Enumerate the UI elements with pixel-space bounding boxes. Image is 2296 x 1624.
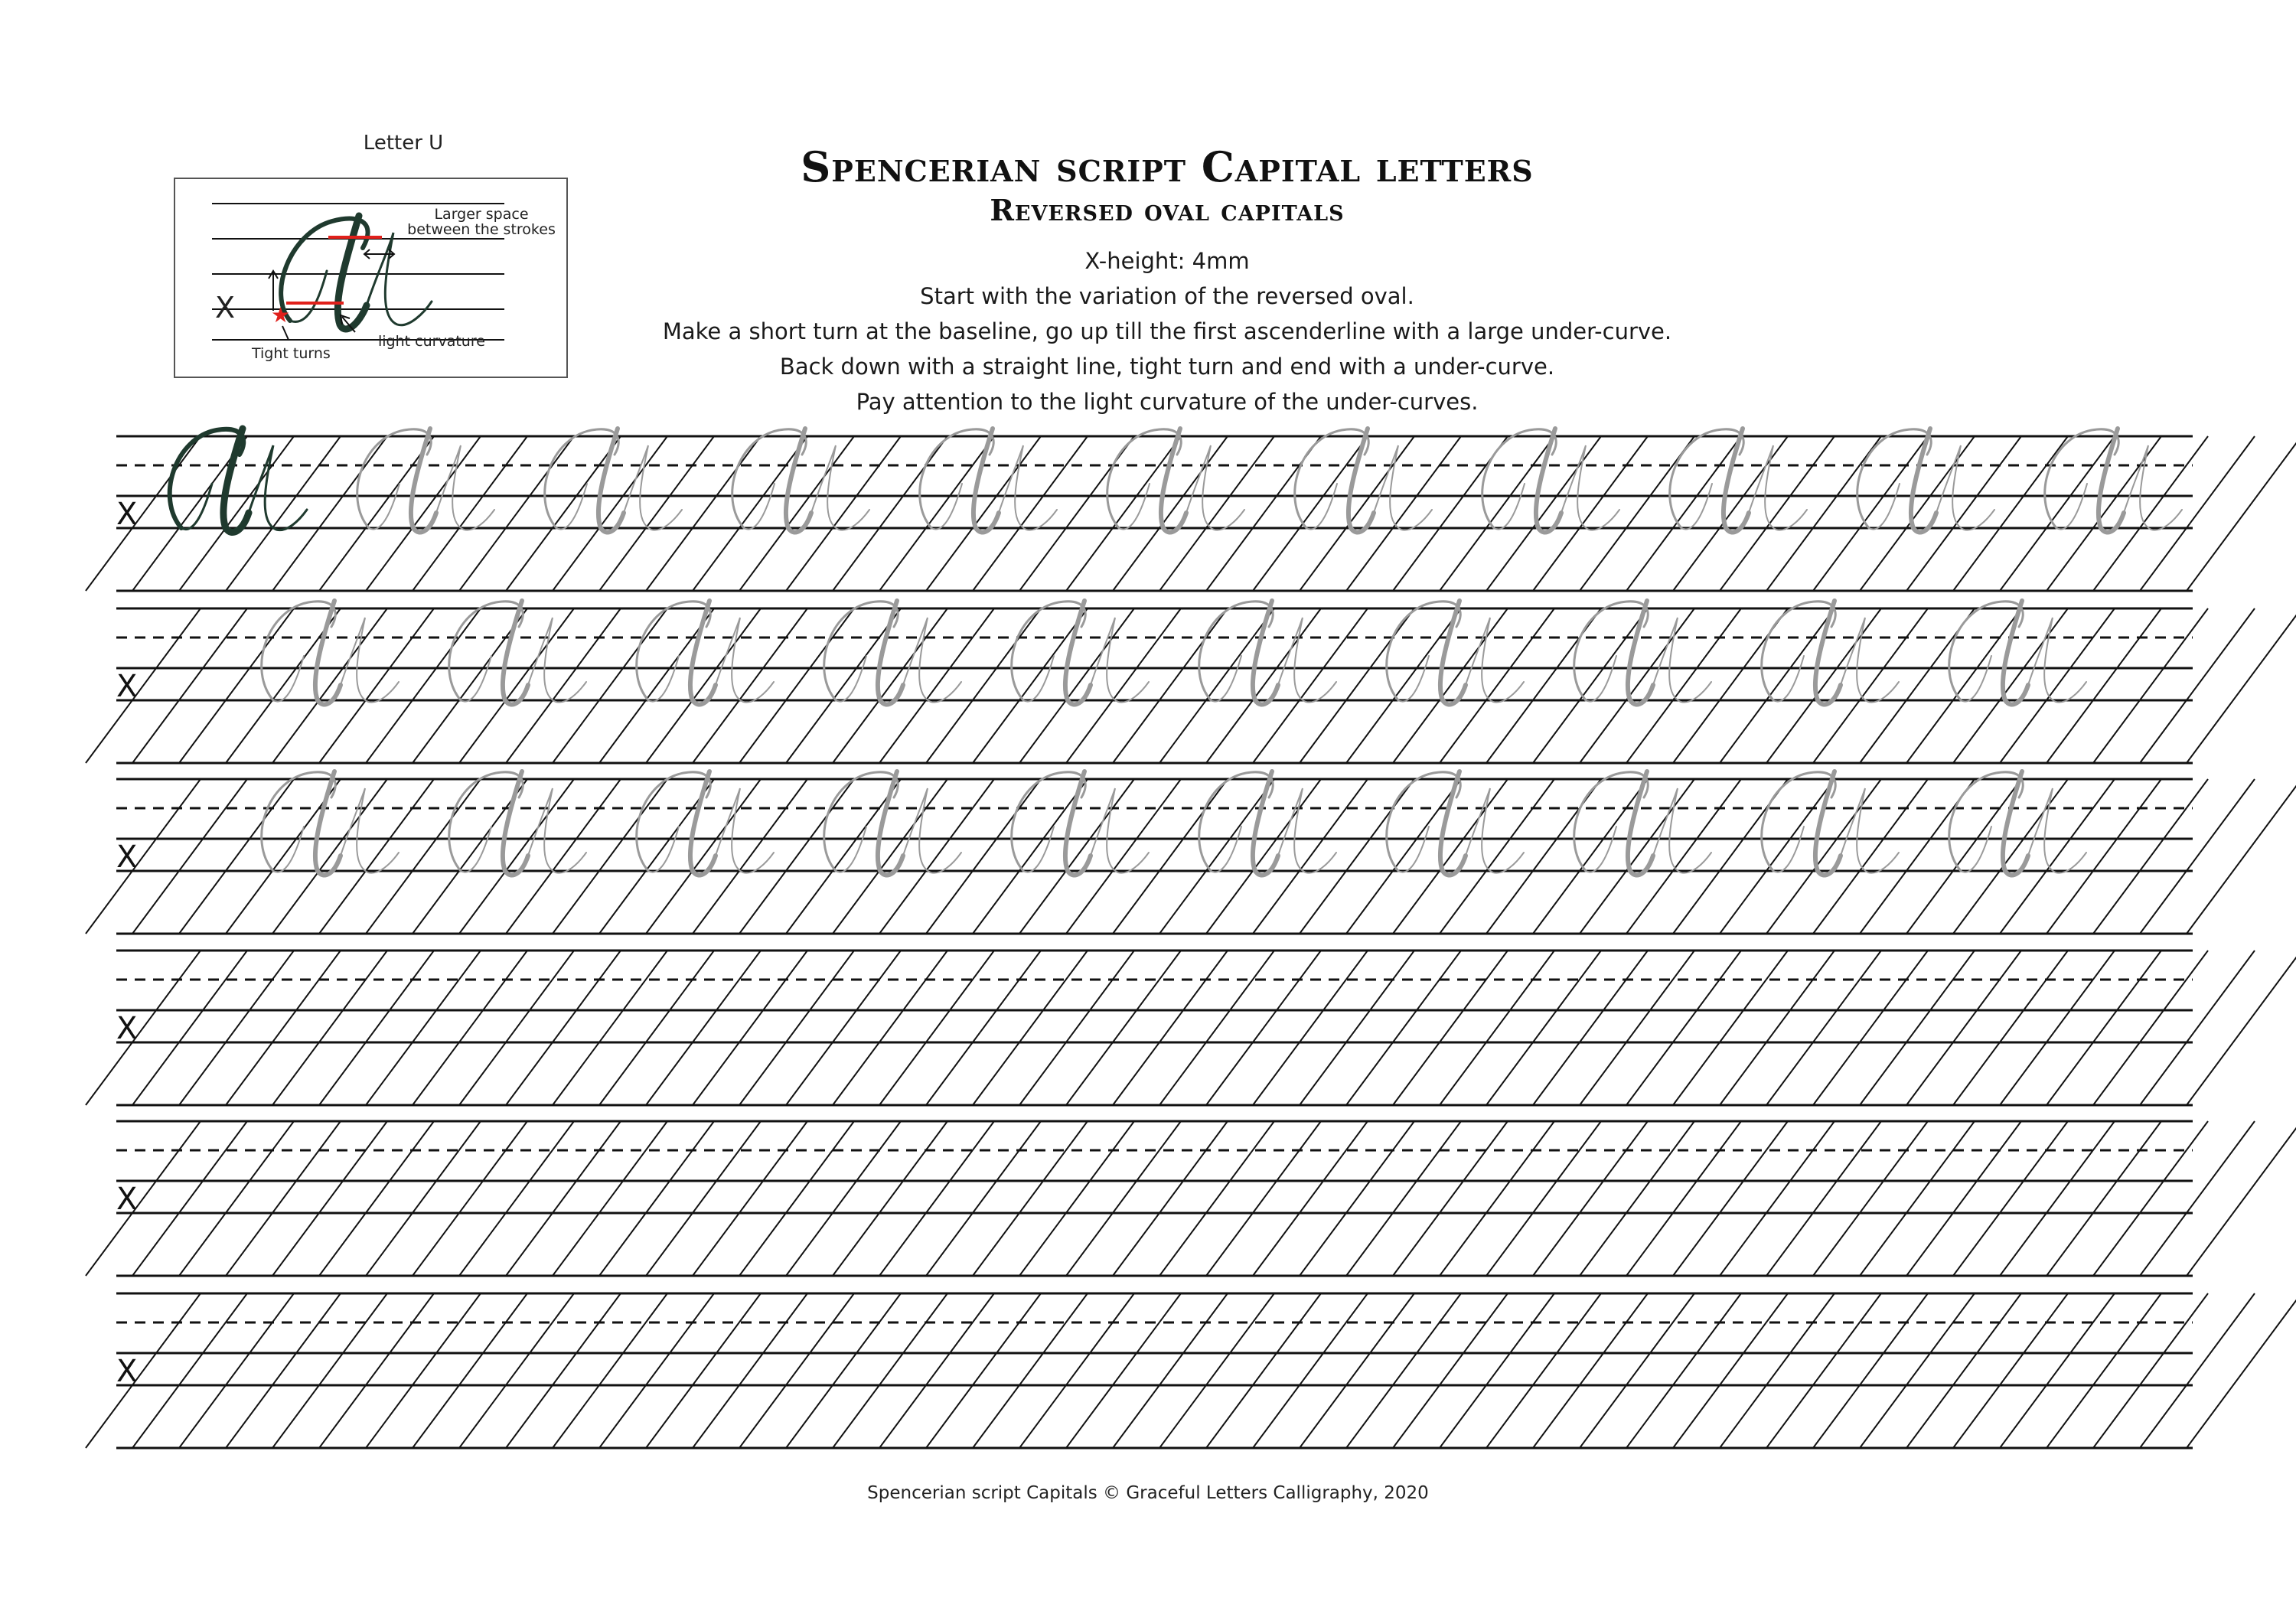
slant-line [1113, 779, 1228, 934]
slant-line [272, 1121, 387, 1276]
slant-line [1720, 436, 1835, 591]
slant-line [599, 951, 714, 1105]
slant-line [1159, 779, 1274, 934]
slant-line [2140, 779, 2255, 934]
slant-line [1066, 951, 1181, 1105]
slant-line [1019, 1121, 1134, 1276]
trace-letter-u [449, 771, 586, 876]
slant-line [226, 436, 341, 591]
slant-line [1300, 1121, 1414, 1276]
slant-line [319, 1293, 434, 1448]
slant-line [833, 608, 947, 763]
slant-line [833, 1121, 947, 1276]
slant-line [1580, 1121, 1694, 1276]
slant-line [1440, 951, 1554, 1105]
instruction-line: Start with the variation of the reversed oval. [920, 283, 1414, 309]
slant-line [693, 608, 807, 763]
slant-line [1440, 608, 1554, 763]
slant-line [366, 608, 481, 763]
slant-line [553, 951, 667, 1105]
slant-line [1766, 951, 1881, 1105]
slant-line [1906, 1293, 2021, 1448]
page-subtitle: Reversed oval capitals [990, 193, 1345, 227]
slant-line [1300, 951, 1414, 1105]
slant-line [1626, 608, 1741, 763]
slant-line [2093, 608, 2208, 763]
slant-line [179, 779, 294, 934]
slant-line [1673, 1121, 1788, 1276]
annotation-larger-space: Larger space between the strokes [407, 206, 556, 238]
slant-line [786, 779, 901, 934]
slant-line [2140, 608, 2255, 763]
slant-line [2047, 951, 2161, 1105]
slant-line [1019, 951, 1134, 1105]
slant-line [1673, 951, 1788, 1105]
slant-line [1066, 1293, 1181, 1448]
slant-line [786, 436, 901, 591]
slant-line [1860, 1121, 1975, 1276]
slant-line [739, 779, 854, 934]
slant-line [226, 1293, 341, 1448]
row-x-label: X [116, 497, 138, 532]
example-caption: Letter U [363, 132, 444, 155]
slant-line [86, 951, 201, 1105]
trace-letter-u [1670, 429, 1807, 533]
slant-line [1813, 1293, 1928, 1448]
slant-line [1253, 608, 1368, 763]
slant-line [1533, 1293, 1648, 1448]
slant-line [1486, 951, 1601, 1105]
slant-line [2093, 951, 2208, 1105]
trace-letter-u [1295, 429, 1432, 533]
row-x-label: X [116, 1182, 138, 1217]
slant-line [1766, 1121, 1881, 1276]
slant-line [366, 779, 481, 934]
slant-line [506, 608, 621, 763]
trace-letter-u [920, 429, 1057, 533]
slant-line [319, 608, 434, 763]
slant-line [459, 1293, 574, 1448]
slant-line [2000, 608, 2115, 763]
slant-line [1393, 951, 1508, 1105]
slant-line [646, 1121, 761, 1276]
slant-line [1253, 1121, 1368, 1276]
slant-line [1159, 608, 1274, 763]
slant-line [2047, 436, 2161, 591]
slant-line [973, 1293, 1088, 1448]
slant-line [1813, 779, 1928, 934]
instruction-line: X-height: 4mm [1084, 248, 1250, 274]
slant-line [646, 436, 761, 591]
slant-line [1113, 951, 1228, 1105]
slant-line [2093, 1121, 2208, 1276]
trace-letter-u [637, 771, 774, 876]
slant-line [973, 608, 1088, 763]
slant-line [1533, 1121, 1648, 1276]
slant-line [506, 1121, 621, 1276]
instruction-line: Make a short turn at the baseline, go up till the first ascenderline with a large under-curve. [662, 318, 1672, 344]
slant-line [1813, 951, 1928, 1105]
slant-line [2187, 608, 2296, 763]
instruction-line: Pay attention to the light curvature of the under-curves. [856, 389, 1479, 415]
slant-line [1440, 1293, 1554, 1448]
slant-line [132, 951, 247, 1105]
slant-line [786, 608, 901, 763]
slant-line [459, 779, 574, 934]
slant-line [1393, 1293, 1508, 1448]
slant-line [272, 1293, 387, 1448]
slant-line [879, 436, 994, 591]
slant-line [1159, 951, 1274, 1105]
slant-line [86, 1293, 201, 1448]
slant-line [1346, 436, 1461, 591]
slant-line [1626, 1121, 1741, 1276]
slant-line [1253, 779, 1368, 934]
slant-line [553, 608, 667, 763]
slant-line [1253, 1293, 1368, 1448]
trace-letter-u [1387, 771, 1524, 876]
slant-line [599, 1293, 714, 1448]
slant-line [1720, 1293, 1835, 1448]
slant-line [599, 436, 714, 591]
slant-line [179, 608, 294, 763]
slant-line [1253, 951, 1368, 1105]
slant-line [2187, 951, 2296, 1105]
slant-line [366, 1121, 481, 1276]
row-x-label: X [116, 1354, 138, 1389]
slant-line [646, 608, 761, 763]
slant-line [1346, 608, 1461, 763]
slant-line [319, 1121, 434, 1276]
slant-line [973, 951, 1088, 1105]
slant-line [132, 1121, 247, 1276]
slant-line [413, 608, 527, 763]
slant-line [2000, 779, 2115, 934]
slant-line [1300, 779, 1414, 934]
slant-line [1346, 1121, 1461, 1276]
slant-line [506, 436, 621, 591]
slant-line [2093, 779, 2208, 934]
slant-line [786, 1121, 901, 1276]
slant-line [1346, 951, 1461, 1105]
slant-line [366, 951, 481, 1105]
slant-line [86, 436, 201, 591]
slant-line [459, 951, 574, 1105]
row-x-label: X [116, 1011, 138, 1046]
star-icon: ★ [271, 302, 291, 328]
slant-line [1440, 779, 1554, 934]
slant-line [1533, 779, 1648, 934]
slant-line [179, 951, 294, 1105]
slant-line [1159, 436, 1274, 591]
slant-line [86, 779, 201, 934]
slant-line [2187, 1121, 2296, 1276]
slant-line [1673, 1293, 1788, 1448]
slant-line [459, 436, 574, 591]
slant-line [693, 436, 807, 591]
annotation-x-height: X [215, 291, 236, 324]
trace-letter-u [1857, 429, 1994, 533]
slant-line [413, 436, 527, 591]
slant-line [926, 779, 1041, 934]
slant-line [1906, 1121, 2021, 1276]
slant-line [272, 779, 387, 934]
slant-line [879, 1121, 994, 1276]
slant-line [1626, 951, 1741, 1105]
slant-line [1580, 951, 1694, 1105]
slant-line [1580, 1293, 1694, 1448]
slant-line [1066, 779, 1181, 934]
slant-line [1159, 1121, 1274, 1276]
row-x-label: X [116, 840, 138, 875]
slant-line [1720, 951, 1835, 1105]
trace-letter-u [1574, 601, 1711, 705]
trace-letter-u [1387, 601, 1524, 705]
slant-line [693, 1293, 807, 1448]
slant-line [1953, 951, 2068, 1105]
slant-line [1813, 608, 1928, 763]
slant-line [926, 951, 1041, 1105]
slant-line [646, 779, 761, 934]
slant-line [2140, 951, 2255, 1105]
slant-line [833, 1293, 947, 1448]
slant-line [646, 951, 761, 1105]
slant-line [1533, 608, 1648, 763]
slant-line [506, 779, 621, 934]
slant-line [1486, 1293, 1601, 1448]
slant-line [2187, 436, 2296, 591]
slant-line [553, 1293, 667, 1448]
model-letter-u [170, 429, 307, 533]
slant-line [973, 1121, 1088, 1276]
slant-line [86, 608, 201, 763]
slant-line [833, 779, 947, 934]
slant-line [1346, 1293, 1461, 1448]
slant-line [1906, 951, 2021, 1105]
slant-line [132, 608, 247, 763]
slant-line [366, 436, 481, 591]
slant-line [2047, 1121, 2161, 1276]
trace-letter-u [262, 771, 399, 876]
slant-line [2187, 1293, 2296, 1448]
slant-line [1953, 1121, 2068, 1276]
slant-line [2187, 779, 2296, 934]
slant-line [926, 1293, 1041, 1448]
slant-line [2000, 951, 2115, 1105]
slant-line [1860, 1293, 1975, 1448]
slant-line [1533, 436, 1648, 591]
slant-line [1346, 779, 1461, 934]
slant-line [1066, 1121, 1181, 1276]
slant-line [879, 779, 994, 934]
slant-line [1720, 1121, 1835, 1276]
slant-line [319, 436, 434, 591]
slant-line [1113, 608, 1228, 763]
slant-line [1953, 1293, 2068, 1448]
slant-line [693, 1121, 807, 1276]
slant-line [879, 951, 994, 1105]
slant-line [1066, 436, 1181, 591]
annotation-tight-turns: Tight turns [252, 345, 331, 362]
slant-line [2047, 1293, 2161, 1448]
slant-line [879, 1293, 994, 1448]
trace-letter-u [1949, 601, 2086, 705]
slant-line [739, 1293, 854, 1448]
slant-line [132, 1293, 247, 1448]
slant-line [1533, 951, 1648, 1105]
trace-letter-u [1949, 771, 2086, 876]
slant-line [2000, 1121, 2115, 1276]
slant-line [319, 951, 434, 1105]
trace-letter-u [2045, 429, 2182, 533]
slant-line [1066, 608, 1181, 763]
trace-letter-u [1762, 601, 1899, 705]
slant-line [272, 951, 387, 1105]
trace-letter-u [637, 601, 774, 705]
slant-line [2140, 1293, 2255, 1448]
slant-line [553, 779, 667, 934]
slant-line [2140, 436, 2255, 591]
slant-line [973, 436, 1088, 591]
slant-line [599, 779, 714, 934]
slant-line [1486, 1121, 1601, 1276]
slant-line [833, 436, 947, 591]
slant-line [599, 1121, 714, 1276]
slant-line [1393, 1121, 1508, 1276]
slant-line [2047, 608, 2161, 763]
slant-line [926, 1121, 1041, 1276]
slant-line [739, 1121, 854, 1276]
slant-line [833, 951, 947, 1105]
slant-line [553, 1121, 667, 1276]
slant-line [1906, 436, 2021, 591]
slant-line [1206, 1121, 1321, 1276]
slant-line [2000, 1293, 2115, 1448]
slant-line [693, 779, 807, 934]
slant-line [693, 951, 807, 1105]
slant-line [272, 608, 387, 763]
slant-line [786, 951, 901, 1105]
slant-line [879, 608, 994, 763]
trace-letter-u [262, 601, 399, 705]
slant-line [739, 951, 854, 1105]
slant-line [1206, 1293, 1321, 1448]
slant-line [413, 951, 527, 1105]
slant-line [132, 779, 247, 934]
slant-line [973, 779, 1088, 934]
annotation-light-curvature: light curvature [378, 333, 485, 350]
slant-line [506, 951, 621, 1105]
slant-line [319, 779, 434, 934]
slant-line [599, 608, 714, 763]
slant-line [506, 1293, 621, 1448]
slant-line [1626, 779, 1741, 934]
trace-letter-u [1107, 429, 1244, 533]
slant-line [1860, 951, 1975, 1105]
slant-line [1766, 436, 1881, 591]
slant-line [646, 1293, 761, 1448]
slant-line [226, 951, 341, 1105]
trace-letter-u [1762, 771, 1899, 876]
slant-line [366, 1293, 481, 1448]
slant-line [179, 1121, 294, 1276]
slant-line [226, 1121, 341, 1276]
slant-line [413, 1121, 527, 1276]
slant-line [1626, 1293, 1741, 1448]
slant-line [459, 1121, 574, 1276]
trace-letter-u [1482, 429, 1619, 533]
slant-line [1113, 1293, 1228, 1448]
slant-line [1813, 1121, 1928, 1276]
slant-line [2047, 779, 2161, 934]
slant-line [1206, 951, 1321, 1105]
slant-line [786, 1293, 901, 1448]
slant-line [1019, 1293, 1134, 1448]
slant-line [1766, 1293, 1881, 1448]
slant-line [2140, 1121, 2255, 1276]
page-title: Spencerian script Capital letters [801, 142, 1534, 191]
slant-line [2093, 1293, 2208, 1448]
instruction-line: Back down with a straight line, tight turn and end with a under-curve. [779, 354, 1555, 380]
slant-line [1440, 1121, 1554, 1276]
slant-line [1159, 1293, 1274, 1448]
slant-line [1580, 436, 1694, 591]
trace-letter-u [449, 601, 586, 705]
slant-line [459, 608, 574, 763]
slant-line [926, 608, 1041, 763]
slant-line [413, 1293, 527, 1448]
trace-letter-u [1574, 771, 1711, 876]
slant-line [1300, 608, 1414, 763]
slant-line [1300, 1293, 1414, 1448]
row-x-label: X [116, 669, 138, 704]
slant-line [272, 436, 387, 591]
slant-line [86, 1121, 201, 1276]
slant-line [1113, 1121, 1228, 1276]
slant-line [739, 608, 854, 763]
slant-line [413, 779, 527, 934]
slant-line [179, 1293, 294, 1448]
footer: Spencerian script Capitals © Graceful Letters Calligraphy, 2020 [867, 1483, 1429, 1503]
slant-line [1953, 436, 2068, 591]
